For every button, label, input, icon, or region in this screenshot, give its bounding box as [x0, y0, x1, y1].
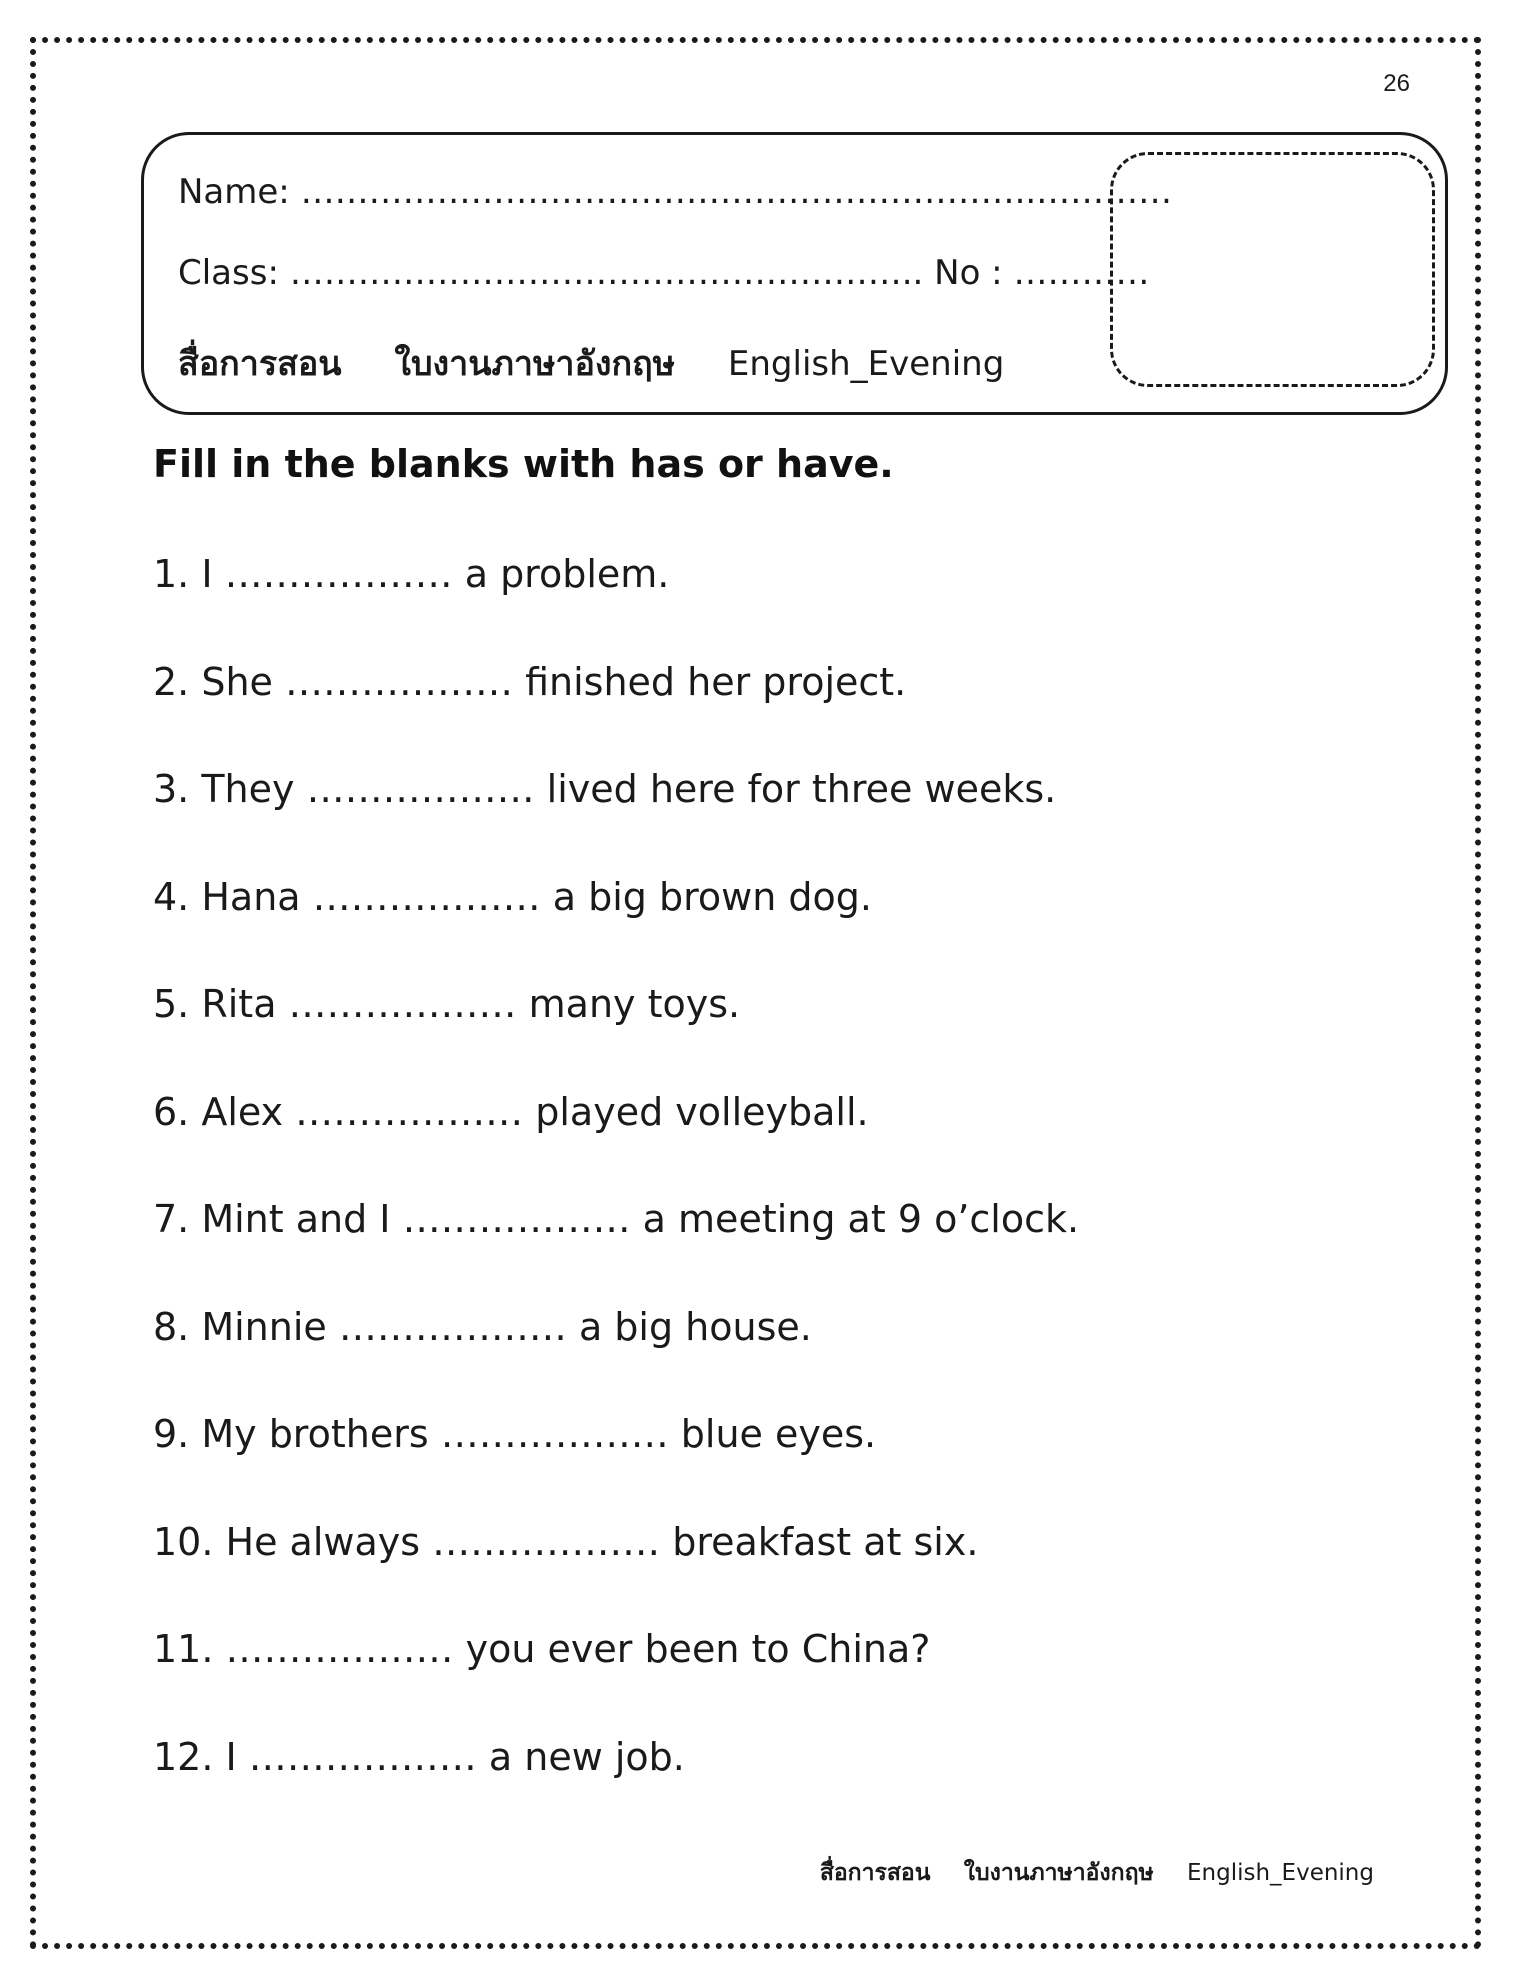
name-field-line: Name: ………………………………………………………..………… [178, 172, 1173, 212]
header-info-line [178, 336, 1004, 390]
teaching-material-label: สื่อการสอน [178, 344, 342, 384]
question-item: 3. They ……………… lived here for three weeks. [153, 767, 1057, 811]
footer-teaching-material-label: สื่อการสอน [819, 1860, 931, 1886]
question-list [153, 548, 1079, 1838]
question-item: 1. I ……………… a problem. [153, 552, 670, 596]
instruction-heading: Fill in the blanks with has or have. [153, 442, 894, 486]
question-item: 6. Alex ……………… played volleyball. [153, 1089, 869, 1134]
series-label: English_Evening [727, 344, 1005, 384]
question-item: 9. My brothers ……………… blue eyes. [153, 1412, 877, 1456]
question-item: 5. Rita ……………… many toys. [153, 982, 741, 1026]
page-number: 26 [1383, 70, 1410, 97]
question-item: 10. He always ……………… breakfast at six. [153, 1519, 979, 1564]
question-item: 2. She ……………… finished her project. [153, 659, 907, 704]
question-item: 11. ……………… you ever been to China? [153, 1627, 931, 1671]
footer-series-label: English_Evening [1187, 1860, 1374, 1886]
class-number-field-line: Class: ……………………………………………….. No : ………… [178, 253, 1150, 293]
question-item: 4. Hana ……………… a big brown dog. [153, 874, 872, 919]
question-item: 8. Minnie ……………… a big house. [153, 1304, 812, 1349]
worksheet-label: ใบงานภาษาอังกฤษ [394, 344, 676, 384]
question-item: 12. I ……………… a new job. [153, 1734, 685, 1779]
page-footer [820, 1855, 1374, 1891]
question-item: 7. Mint and I ……………… a meeting at 9 o’clock. [153, 1197, 1080, 1241]
footer-worksheet-label: ใบงานภาษาอังกฤษ [963, 1860, 1154, 1886]
